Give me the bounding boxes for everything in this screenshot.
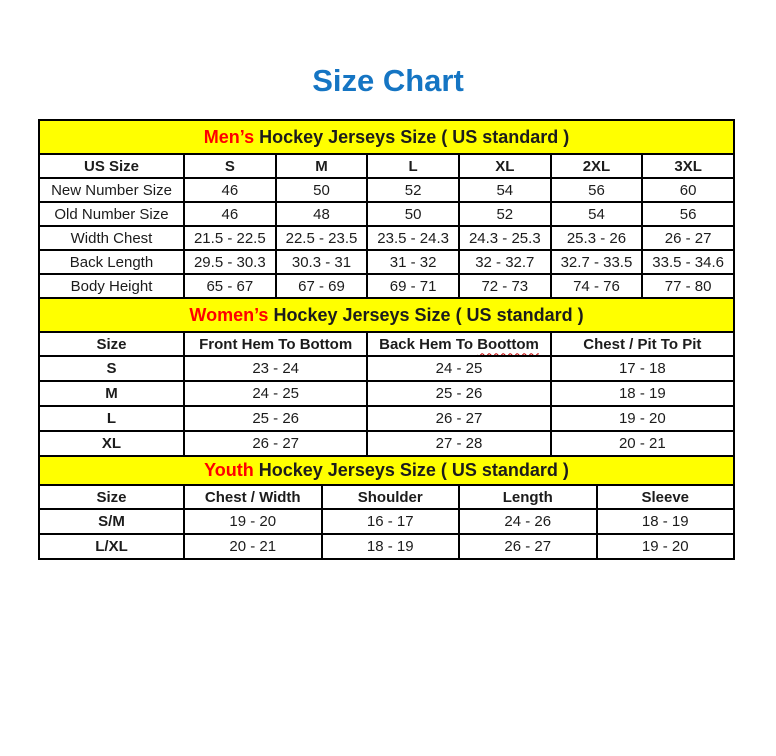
men-column-header: S: [184, 154, 276, 178]
men-value-cell: 52: [367, 178, 459, 202]
youth-value-cell: 18 - 19: [322, 534, 460, 559]
men-value-cell: 74 - 76: [551, 274, 643, 298]
youth-value-cell: 24 - 26: [459, 509, 597, 534]
youth-banner-row: [39, 456, 734, 485]
men-header-row: [39, 154, 734, 178]
women-column-header: [367, 332, 550, 356]
men-value-cell: 72 - 73: [459, 274, 551, 298]
men-value-cell: 46: [184, 178, 276, 202]
youth-column-header: Shoulder: [322, 485, 460, 509]
women-value-cell: 24 - 25: [184, 381, 367, 406]
men-value-cell: 31 - 32: [367, 250, 459, 274]
men-table-row: [39, 202, 734, 226]
men-size-table: [38, 119, 735, 299]
men-value-cell: 77 - 80: [642, 274, 734, 298]
men-value-cell: 60: [642, 178, 734, 202]
men-value-cell: 26 - 27: [642, 226, 734, 250]
page-title: Size Chart: [312, 63, 464, 98]
men-row-label: Width Chest: [39, 226, 184, 250]
youth-value-cell: 26 - 27: [459, 534, 597, 559]
size-chart-tables: [38, 119, 735, 560]
men-banner-highlight: Men’s: [203, 126, 255, 147]
women-table-row: [39, 381, 734, 406]
men-value-cell: 50: [367, 202, 459, 226]
men-row-label: Body Height: [39, 274, 184, 298]
men-row-label: Back Length: [39, 250, 184, 274]
women-column-header: Size: [39, 332, 184, 356]
women-value-cell: 24 - 25: [367, 356, 550, 381]
women-value-cell: 25 - 26: [184, 406, 367, 431]
women-value-cell: 17 - 18: [551, 356, 734, 381]
men-value-cell: 56: [642, 202, 734, 226]
youth-value-cell: 19 - 20: [597, 534, 735, 559]
men-table-row: [39, 226, 734, 250]
men-value-cell: 24.3 - 25.3: [459, 226, 551, 250]
women-value-cell: 26 - 27: [184, 431, 367, 456]
men-value-cell: 65 - 67: [184, 274, 276, 298]
women-misspelled-word: Boottom: [477, 335, 539, 353]
women-table-row: [39, 431, 734, 456]
men-value-cell: 23.5 - 24.3: [367, 226, 459, 250]
youth-column-header: Length: [459, 485, 597, 509]
men-value-cell: 32.7 - 33.5: [551, 250, 643, 274]
men-row-label: Old Number Size: [39, 202, 184, 226]
women-row-label: S: [39, 356, 184, 381]
men-value-cell: 67 - 69: [276, 274, 368, 298]
men-column-header: XL: [459, 154, 551, 178]
women-banner-highlight: Women’s: [189, 304, 269, 325]
youth-value-cell: 18 - 19: [597, 509, 735, 534]
men-banner: [39, 120, 734, 154]
men-column-header: 2XL: [551, 154, 643, 178]
women-banner-text: Hockey Jerseys Size ( US standard ): [268, 304, 584, 325]
youth-size-table: [38, 455, 735, 560]
women-banner-row: [39, 298, 734, 332]
women-banner: [39, 298, 734, 332]
men-banner-row: [39, 120, 734, 154]
women-table-row: [39, 356, 734, 381]
youth-banner: [39, 456, 734, 485]
youth-header-row: [39, 485, 734, 509]
men-value-cell: 54: [459, 178, 551, 202]
youth-row-label: L/XL: [39, 534, 184, 559]
youth-value-cell: 19 - 20: [184, 509, 322, 534]
men-column-header: US Size: [39, 154, 184, 178]
women-value-cell: 19 - 20: [551, 406, 734, 431]
youth-value-cell: 16 - 17: [322, 509, 460, 534]
women-value-cell: 20 - 21: [551, 431, 734, 456]
youth-column-header: Size: [39, 485, 184, 509]
men-table-row: [39, 274, 734, 298]
women-column-header-text: Back Hem To: [379, 335, 478, 353]
youth-banner-highlight: Youth: [204, 460, 254, 480]
youth-table-row: [39, 534, 734, 559]
men-value-cell: 54: [551, 202, 643, 226]
women-value-cell: 23 - 24: [184, 356, 367, 381]
men-table-row: [39, 250, 734, 274]
men-column-header: M: [276, 154, 368, 178]
youth-banner-text: Hockey Jerseys Size ( US standard ): [253, 460, 569, 480]
men-value-cell: 56: [551, 178, 643, 202]
men-value-cell: 46: [184, 202, 276, 226]
women-value-cell: 26 - 27: [367, 406, 550, 431]
men-table-row: [39, 178, 734, 202]
men-value-cell: 30.3 - 31: [276, 250, 368, 274]
youth-column-header: Chest / Width: [184, 485, 322, 509]
women-size-table: [38, 297, 735, 457]
men-value-cell: 22.5 - 23.5: [276, 226, 368, 250]
women-row-label: XL: [39, 431, 184, 456]
men-value-cell: 21.5 - 22.5: [184, 226, 276, 250]
women-header-row: [39, 332, 734, 356]
women-table-row: [39, 406, 734, 431]
men-value-cell: 52: [459, 202, 551, 226]
women-column-header: Front Hem To Bottom: [184, 332, 367, 356]
youth-column-header: Sleeve: [597, 485, 735, 509]
women-row-label: M: [39, 381, 184, 406]
youth-table-row: [39, 509, 734, 534]
youth-row-label: S/M: [39, 509, 184, 534]
women-row-label: L: [39, 406, 184, 431]
men-value-cell: 32 - 32.7: [459, 250, 551, 274]
women-column-header: Chest / Pit To Pit: [551, 332, 734, 356]
men-value-cell: 33.5 - 34.6: [642, 250, 734, 274]
women-value-cell: 27 - 28: [367, 431, 550, 456]
men-value-cell: 50: [276, 178, 368, 202]
men-column-header: 3XL: [642, 154, 734, 178]
men-column-header: L: [367, 154, 459, 178]
women-value-cell: 18 - 19: [551, 381, 734, 406]
men-value-cell: 48: [276, 202, 368, 226]
women-value-cell: 25 - 26: [367, 381, 550, 406]
men-value-cell: 29.5 - 30.3: [184, 250, 276, 274]
men-banner-text: Hockey Jerseys Size ( US standard ): [254, 126, 570, 147]
men-value-cell: 25.3 - 26: [551, 226, 643, 250]
youth-value-cell: 20 - 21: [184, 534, 322, 559]
men-row-label: New Number Size: [39, 178, 184, 202]
men-value-cell: 69 - 71: [367, 274, 459, 298]
